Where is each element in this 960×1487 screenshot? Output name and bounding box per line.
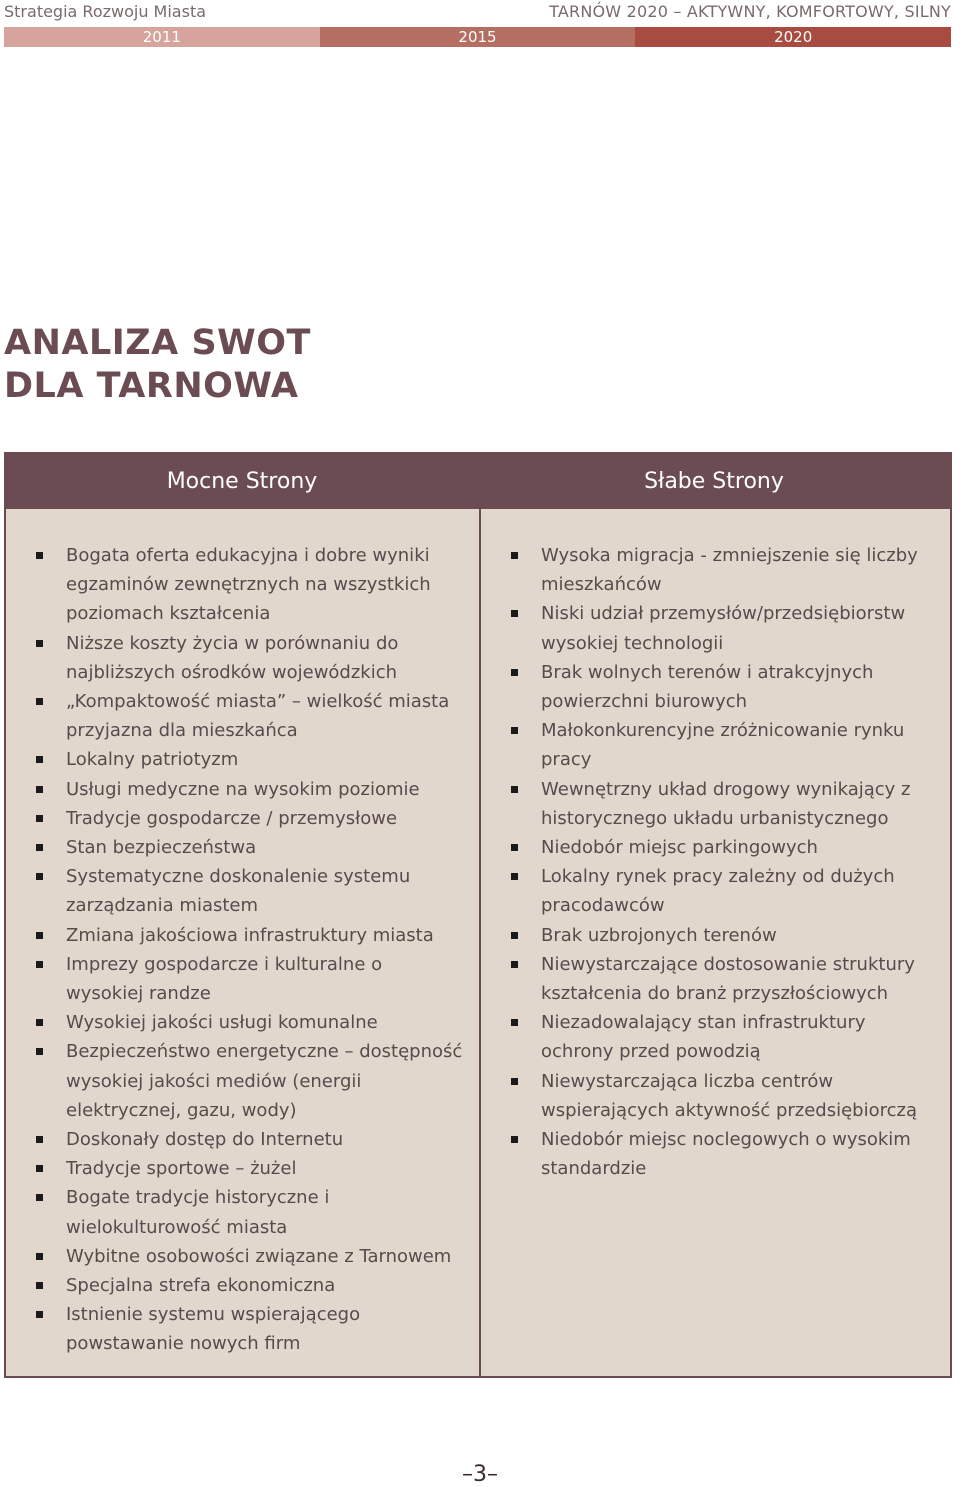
list-item: „Kompaktowość miasta” – wielkość miasta przyjazna dla mieszkańca [36,687,465,745]
list-item: Niezadowalający stan infrastruktury ochrony przed powodzią [511,1008,940,1066]
strengths-heading: Mocne Strony [166,469,318,494]
page-title-line1: ANALIZA SWOT [4,323,311,363]
list-item: Niedobór miejsc noclegowych o wysokim standardzie [511,1125,940,1183]
timeline-2015: 2015 [320,27,636,47]
list-item: Stan bezpieczeństwa [36,833,465,862]
swot-header [6,454,950,509]
page-title-line2: DLA TARNOWA [4,366,299,406]
strengths-list [36,541,465,1359]
timeline-2011: 2011 [4,27,320,47]
swot-body [6,509,950,1376]
list-item: Zmiana jakościowa infrastruktury miasta [36,921,465,950]
strengths-column [6,509,481,1376]
page-number: –3– [462,1462,498,1487]
list-item: Bogate tradycje historyczne i wielokulturowość miasta [36,1183,465,1241]
header-right: TARNÓW 2020 – AKTYWNY, KOMFORTOWY, SILNY [549,2,951,21]
list-item: Lokalny rynek pracy zależny od dużych pracodawców [511,862,940,920]
list-item: Tradycje gospodarcze / przemysłowe [36,804,465,833]
list-item: Bezpieczeństwo energetyczne – dostępność wysokiej jakości mediów (energii elektrycznej, gazu, wody) [36,1037,465,1125]
list-item: Niewystarczająca liczba centrów wspierających aktywność przedsiębiorczą [511,1067,940,1125]
list-item: Usługi medyczne na wysokim poziomie [36,775,465,804]
list-item: Brak wolnych terenów i atrakcyjnych powierzchni biurowych [511,658,940,716]
page-title [4,322,311,408]
weaknesses-list [511,541,940,1183]
list-item: Doskonały dostęp do Internetu [36,1125,465,1154]
list-item: Brak uzbrojonych terenów [511,921,940,950]
list-item: Niski udział przemysłów/przedsiębiorstw wysokiej technologii [511,599,940,657]
list-item: Imprezy gospodarcze i kulturalne o wysokiej randze [36,950,465,1008]
list-item: Specjalna strefa ekonomiczna [36,1271,465,1300]
list-item: Tradycje sportowe – żużel [36,1154,465,1183]
list-item: Wysoka migracja - zmniejszenie się liczby mieszkańców [511,541,940,599]
list-item: Niższe koszty życia w porównaniu do najbliższych ośrodków wojewódzkich [36,629,465,687]
list-item: Lokalny patriotyzm [36,745,465,774]
list-item: Wysokiej jakości usługi komunalne [36,1008,465,1037]
swot-table [4,452,952,1378]
list-item: Wewnętrzny układ drogowy wynikający z historycznego układu urbanistycznego [511,775,940,833]
list-item: Bogata oferta edukacyjna i dobre wyniki egzaminów zewnętrznych na wszystkich poziomach kształcenia [36,541,465,629]
timeline-2020: 2020 [635,27,951,47]
list-item: Małokonkurencyjne zróżnicowanie rynku pracy [511,716,940,774]
list-item: Systematyczne doskonalenie systemu zarządzania miastem [36,862,465,920]
timeline-bar [4,27,951,47]
weaknesses-column [481,509,950,1376]
weaknesses-heading: Słabe Strony [644,469,784,494]
list-item: Istnienie systemu wspierającego powstawanie nowych firm [36,1300,465,1358]
list-item: Niewystarczające dostosowanie struktury kształcenia do branż przyszłościowych [511,950,940,1008]
list-item: Niedobór miejsc parkingowych [511,833,940,862]
header-left: Strategia Rozwoju Miasta [4,2,207,21]
list-item: Wybitne osobowości związane z Tarnowem [36,1242,465,1271]
